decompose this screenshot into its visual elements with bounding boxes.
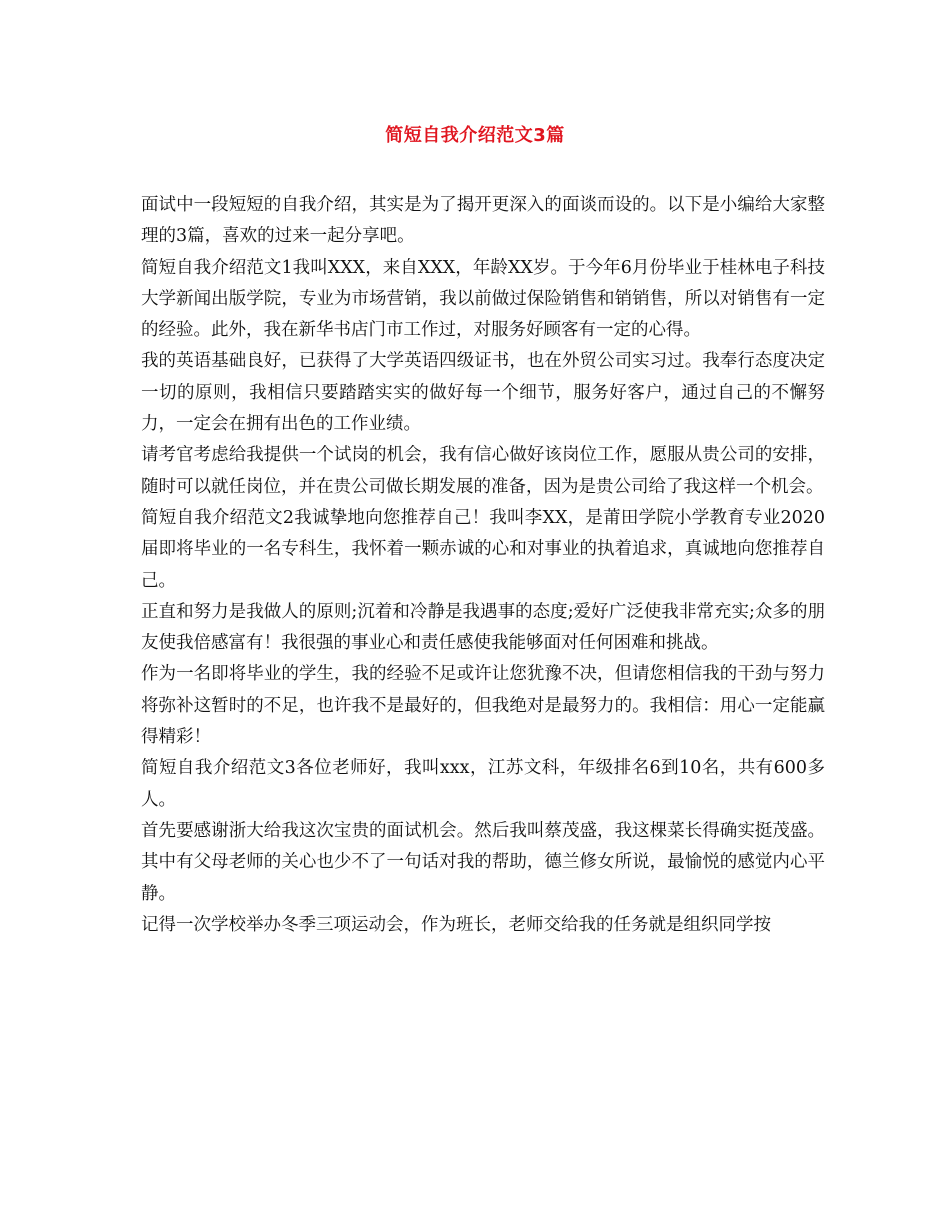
paragraph-4: 请考官考虑给我提供一个试岗的机会，我有信心做好该岗位工作，愿服从贵公司的安排，随时可以就任岗位，并在贵公司做长期发展的准备，因为是贵公司给了我这样一个机会。 [141,445,825,497]
document-body [141,190,825,941]
paragraph-10: 记得一次学校举办冬季三项运动会，作为班长，老师交给我的任务就是组织同学按 [141,914,771,935]
paragraph-3: 我的英语基础良好，已获得了大学英语四级证书，也在外贸公司实习过。我奉行态度决定一切的原则，我相信只要踏踏实实的做好每一个细节，服务好客户，通过自己的不懈努力，一定会在拥有出色的工作业绩。 [141,351,825,435]
paragraph-7: 作为一名即将毕业的学生，我的经验不足或许让您犹豫不决，但请您相信我的干劲与努力将弥补这暂时的不足，也许我不是最好的，但我绝对是最努力的。我相信：用心一定能赢得精彩！ [141,664,825,748]
paragraph-6: 正直和努力是我做人的原则;沉着和冷静是我遇事的态度;爱好广泛使我非常充实;众多的朋友使我倍感富有！我很强的事业心和责任感使我能够面对任何困难和挑战。 [141,601,825,654]
paragraph-5: 简短自我介绍范文2我诚挚地向您推荐自己！我叫李XX，是莆田学院小学教育专业2020届即将毕业的一名专科生，我怀着一颗赤诚的心和对事业的执着追求，真诚地向您推荐自己。 [141,507,825,591]
document-title: 简短自我介绍范文3篇 [385,125,565,146]
paragraph-9: 首先要感谢浙大给我这次宝贵的面试机会。然后我叫蔡茂盛，我这棵菜长得确实挺茂盛。其中有父母老师的关心也少不了一句话对我的帮助，德兰修女所说，最愉悦的感觉内心平静。 [141,820,825,904]
paragraph-1: 面试中一段短短的自我介绍，其实是为了揭开更深入的面谈而设的。以下是小编给大家整理的3篇，喜欢的过来一起分享吧。 [141,195,825,247]
paragraph-8: 简短自我介绍范文3各位老师好，我叫xxx，江苏文科，年级排名6到10名，共有600多人。 [141,758,825,810]
paragraph-2: 简短自我介绍范文1我叫XXX，来自XXX，年龄XX岁。于今年6月份毕业于桂林电子科技大学新闻出版学院，专业为市场营销，我以前做过保险销售和销销售，所以对销售有一定的经验。此外，我在新华书店门市工作过，对服务好顾客有一定的心得。 [141,257,825,341]
